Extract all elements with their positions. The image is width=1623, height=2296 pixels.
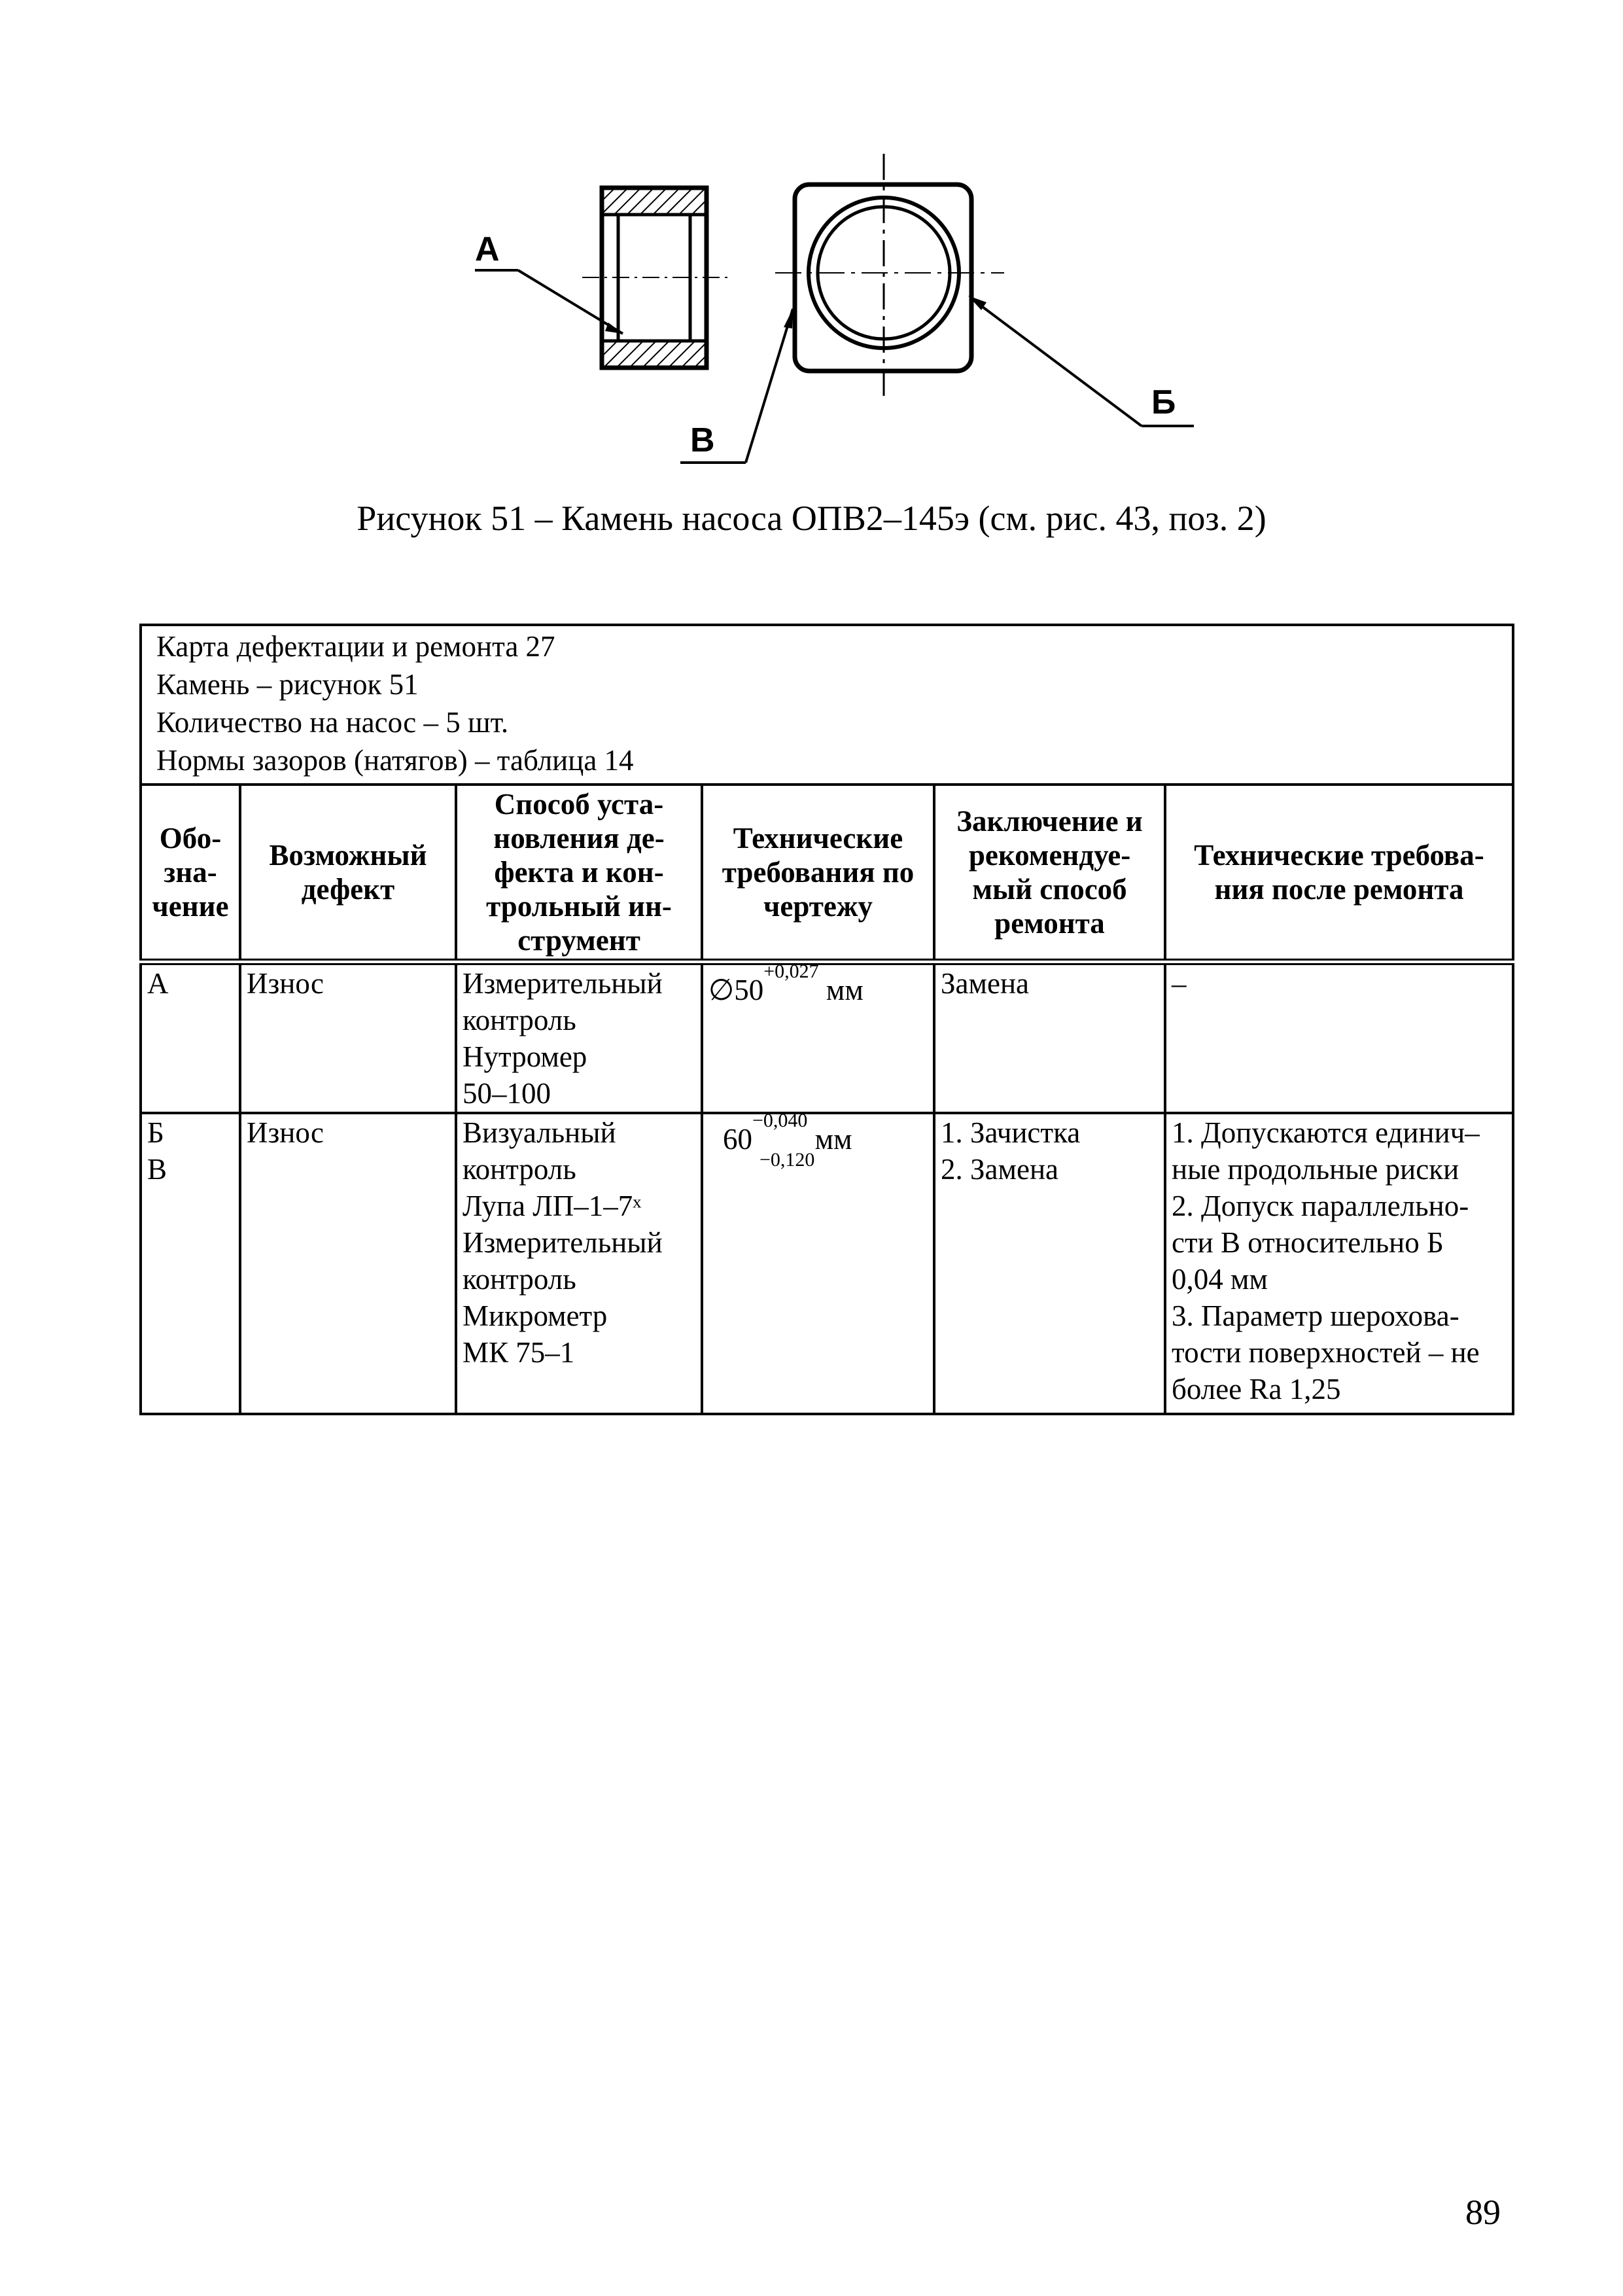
table-header <box>141 785 1513 962</box>
cell-drawing-requirements <box>702 1110 934 1414</box>
cell-method: Визуальный контроль Лупа ЛП–1–7ˣ Измерительный контроль Микрометр МК 75–1 <box>456 1113 702 1414</box>
figure-caption: Рисунок 51 – Камень насоса ОПВ2–145э (см. рис. 43, поз. 2) <box>357 499 1266 538</box>
header-defect: Возможный дефект <box>240 785 456 962</box>
header-method: Способ уста- новления де- фекта и кон- трольный ин- струмент <box>456 785 702 962</box>
front-view <box>775 154 1004 396</box>
card-info-row <box>141 625 1513 785</box>
tolerance-value: $\emptyset 50^{+0,027}$ мм <box>708 961 864 1006</box>
card-norms: Нормы зазоров (натягов) – таблица 14 <box>156 744 634 777</box>
cell-defect: Износ <box>240 962 456 1113</box>
cell-designation: А <box>141 962 240 1113</box>
cell-method: Измерительный контроль Нутромер 50–100 <box>456 962 702 1113</box>
stone-drawing <box>393 137 1243 478</box>
header-after-repair: Технические требова- ния после ремонта <box>1165 785 1513 962</box>
header-designation: Обо- зна- чение <box>141 785 240 962</box>
label-b: Б <box>1151 383 1176 421</box>
card-part: Камень – рисунок 51 <box>156 668 419 701</box>
tolerance-value: $60^{-0,040}$ мм −0,120 <box>723 1110 852 1171</box>
card-quantity: Количество на насос – 5 шт. <box>156 706 509 739</box>
cell-drawing-requirements <box>702 962 934 1113</box>
table-row <box>141 962 1513 1113</box>
cell-designation: Б В <box>141 1113 240 1414</box>
section-view <box>582 188 729 368</box>
cell-after-repair: 1. Допускаются единич– ные продольные риски 2. Допуск параллельно- сти В относительно Б 0,04 мм 3. Параметр шерохова- тости поверхностей – не более Ra 1,25 <box>1165 1113 1513 1414</box>
label-a: А <box>475 230 500 268</box>
cell-conclusion: Замена <box>934 962 1165 1113</box>
hatched-top <box>604 190 705 215</box>
header-conclusion: Заключение и рекомендуе- мый способ ремонта <box>934 785 1165 962</box>
cell-after-repair: – <box>1165 962 1513 1113</box>
card-title: Карта дефектации и ремонта 27 <box>156 630 555 663</box>
hatched-bottom <box>604 341 705 366</box>
table-row <box>141 1113 1513 1414</box>
header-drawing-requirements: Технические требования по чертежу <box>702 785 934 962</box>
label-v: В <box>690 421 715 459</box>
page-number: 89 <box>1465 2193 1501 2232</box>
defect-repair-card <box>139 624 1514 1415</box>
cell-defect: Износ <box>240 1113 456 1414</box>
card-info <box>141 625 1513 785</box>
cell-conclusion: 1. Зачистка 2. Замена <box>934 1113 1165 1414</box>
